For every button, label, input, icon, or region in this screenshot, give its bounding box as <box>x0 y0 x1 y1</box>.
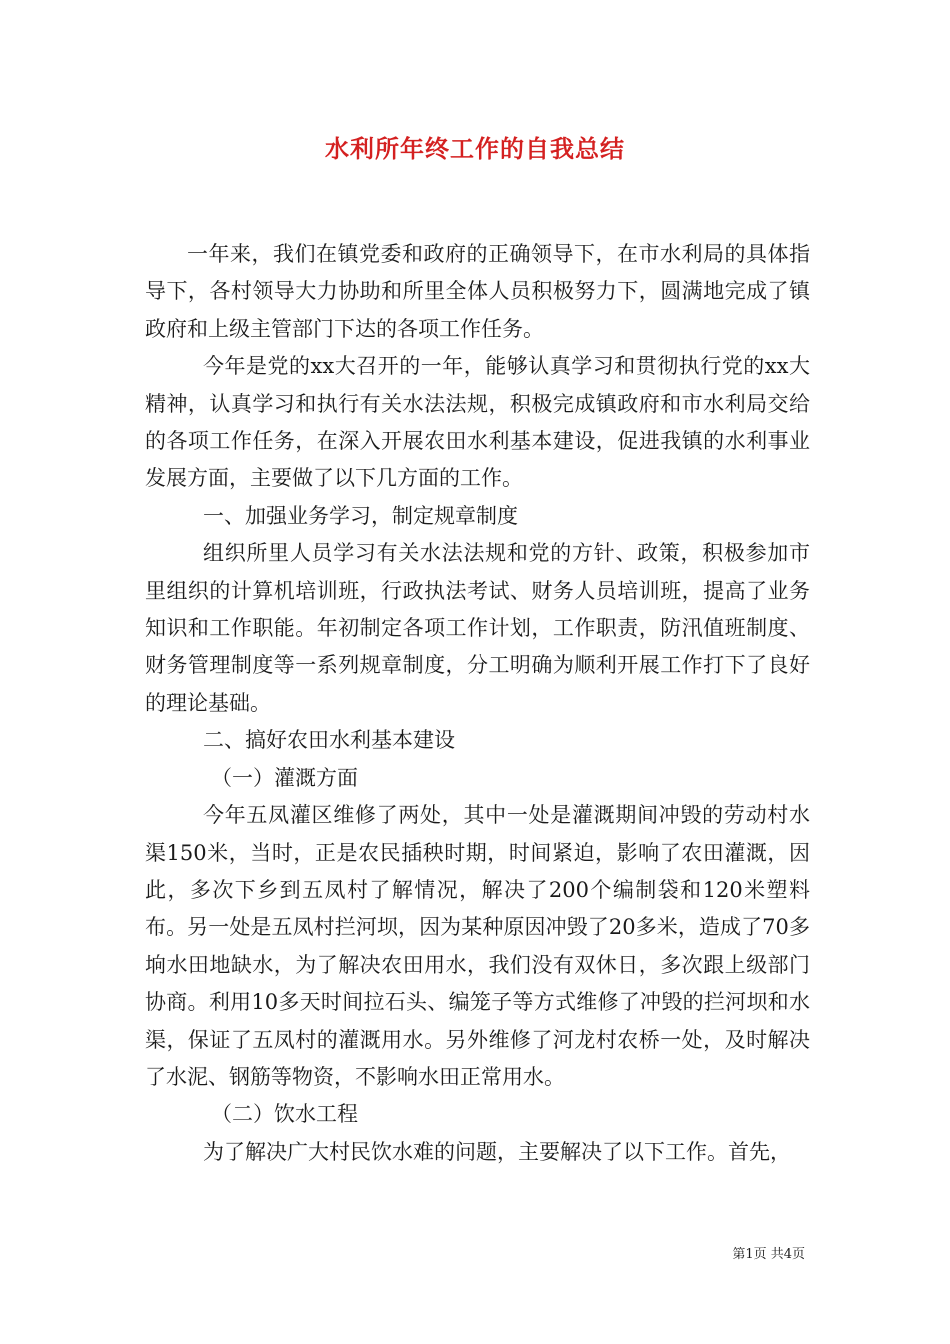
section-heading-1: 一、加强业务学习，制定规章制度 <box>203 503 518 528</box>
subsection-drinking-water: （二）饮水工程 <box>211 1102 358 1127</box>
page-number: 第1页 共4页 <box>732 1247 805 1262</box>
document-title: 水利所年终工作的自我总结 <box>325 134 625 163</box>
paragraph-study: 组织所里人员学习有关水法法规和党的方针、政策，积极参加市里组织的计算机培训班，行政执法考试、财务人员培训班，提高了业务知识和工作职能。年初制定各项工作计划，工作职责，防汛值班制度、财务管理制度等一系列规章制度，分工明确为顺利开展工作打下了良好的理论基础。 <box>145 541 810 715</box>
subsection-irrigation: （一）灌溉方面 <box>211 765 358 790</box>
paragraph-overview: 今年是党的xx大召开的一年，能够认真学习和贯彻执行党的xx大精神，认真学习和执行有关水法法规，积极完成镇政府和市水利局交给的各项工作任务，在深入开展农田水利基本建设，促进我镇的水利事业发展方面，主要做了以下几方面的工作。 <box>145 354 810 491</box>
paragraph-drinking-water: 为了解决广大村民饮水难的问题，主要解决了以下工作。首先， <box>203 1139 791 1164</box>
paragraph-intro: 一年来，我们在镇党委和政府的正确领导下，在市水利局的具体指导下，各村领导大力协助和所里全体人员积极努力下，圆满地完成了镇政府和上级主管部门下达的各项工作任务。 <box>145 242 810 341</box>
paragraph-irrigation: 今年五凤灌区维修了两处，其中一处是灌溉期间冲毁的劳动村水渠150米，当时，正是农民插秧时期，时间紧迫，影响了农田灌溉，因此，多次下乡到五凤村了解情况，解决了200个编制袋和120米塑料布。另一处是五凤村拦河坝，因为某种原因冲毁了20多米，造成了70多垧水田地缺水，为了解决农田用水，我们没有双休日，多次跟上级部门协商。利用10多天时间拉石头、编笼子等方式维修了冲毁的拦河坝和水渠，保证了五凤村的灌溉用水。另外维修了河龙村农桥一处，及时解决了水泥、钢筋等物资，不影响水田正常用水。 <box>145 803 810 1089</box>
section-heading-2: 二、搞好农田水利基本建设 <box>203 728 455 753</box>
document-body <box>145 236 810 1171</box>
